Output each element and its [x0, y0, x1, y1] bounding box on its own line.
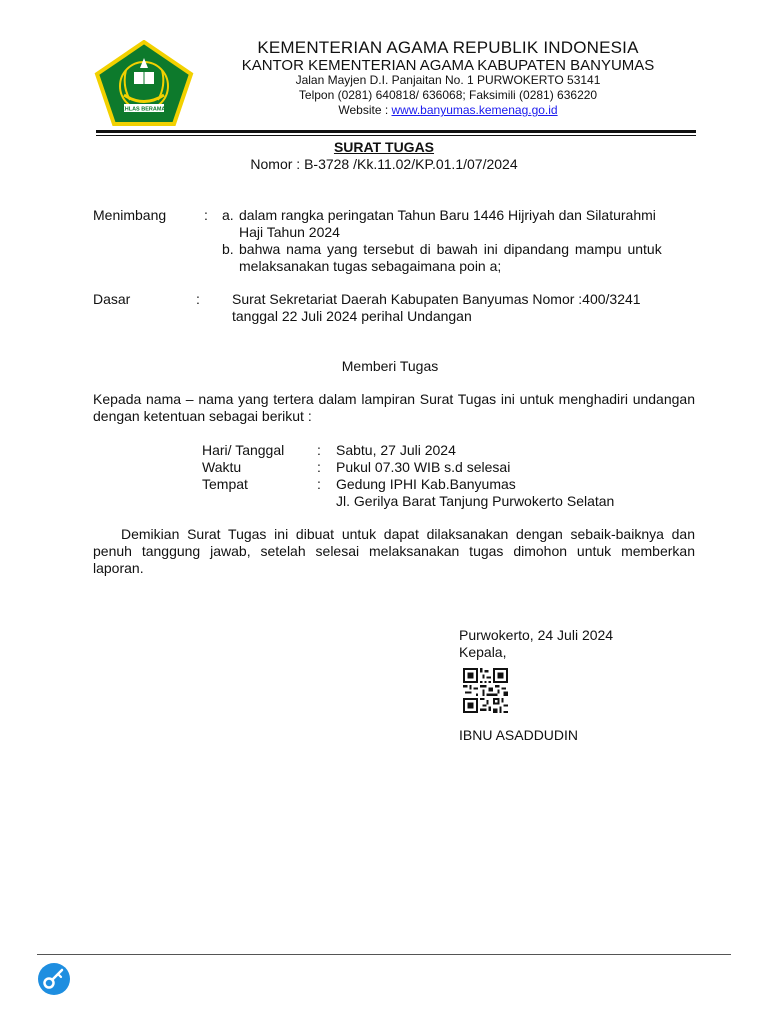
- time-colon: :: [317, 459, 321, 475]
- dasar-line1: Surat Sekretariat Daerah Kabupaten Banyumas Nomor :400/3241: [232, 291, 641, 307]
- header-rule-thick: [96, 130, 696, 133]
- menimbang-b-line2: melaksanakan tugas sebagaimana poin a;: [239, 258, 502, 274]
- menimbang-b-line1: [239, 241, 695, 258]
- menimbang-b-marker: b.: [222, 241, 234, 257]
- date-colon: :: [317, 442, 321, 458]
- letter-title: SURAT TUGAS: [333, 139, 435, 155]
- place-value-1: Gedung IPHI Kab.Banyumas: [336, 476, 516, 492]
- menimbang-colon: :: [204, 207, 208, 223]
- signature-position: Kepala,: [459, 644, 507, 660]
- menimbang-a-line2: Haji Tahun 2024: [239, 224, 340, 240]
- intro-paragraph: Kepada nama – nama yang tertera dalam lampiran Surat Tugas ini untuk menghadiri undangan dengan ketentuan sebagai berikut :: [93, 391, 695, 424]
- kemenag-logo: [94, 40, 194, 126]
- signature-place-date: Purwokerto, 24 Juli 2024: [459, 627, 614, 643]
- menimbang-label: Menimbang: [93, 207, 167, 223]
- viewer-badge-icon[interactable]: [37, 962, 71, 996]
- menimbang-a-line1: dalam rangka peringatan Tahun Baru 1446 Hijriyah dan Silaturahmi: [239, 207, 656, 223]
- menimbang-a-marker: a.: [222, 207, 234, 223]
- date-label: Hari/ Tanggal: [202, 442, 285, 458]
- time-value: Pukul 07.30 WIB s.d selesai: [336, 459, 511, 475]
- office-name: KANTOR KEMENTERIAN AGAMA KABUPATEN BANYUMAS: [241, 57, 655, 74]
- website-link[interactable]: www.banyumas.kemenag.go.id: [391, 103, 558, 117]
- ministry-name: KEMENTERIAN AGAMA REPUBLIK INDONESIA: [257, 38, 639, 57]
- office-phone: Telpon (0281) 640818/ 636068; Faksimili (0281) 636220: [298, 88, 598, 102]
- qr-code: [463, 668, 508, 713]
- place-label: Tempat: [202, 476, 248, 492]
- menimbang-b-line1-text: bahwa nama yang tersebut di bawah ini dipandang mampu untuk: [239, 241, 662, 257]
- office-website: [200, 103, 696, 117]
- dasar-line2: tanggal 22 Juli 2024 perihal Undangan: [232, 308, 472, 324]
- logo-motto: IKHLAS BERAMAL: [119, 106, 169, 113]
- office-address: Jalan Mayjen D.I. Panjaitan No. 1 PURWOKERTO 53141: [295, 73, 601, 87]
- dasar-label: Dasar: [93, 291, 131, 307]
- letter-number: Nomor : B-3728 /Kk.11.02/KP.01.1/07/2024: [250, 156, 518, 172]
- memberi-tugas-heading: Memberi Tugas: [341, 358, 439, 374]
- website-label: Website :: [338, 103, 392, 117]
- date-value: Sabtu, 27 Juli 2024: [336, 442, 456, 458]
- footer-divider: [37, 954, 731, 955]
- time-label: Waktu: [202, 459, 242, 475]
- signatory-name: IBNU ASADDUDIN: [459, 727, 579, 743]
- closing-paragraph: Demikian Surat Tugas ini dibuat untuk dapat dilaksanakan dengan sebaik-baiknya dan penuh tanggung jawab, setelah selesai melaksanakan tugas dimohon untuk memberkan laporan.: [93, 526, 695, 576]
- dasar-colon: :: [196, 291, 200, 307]
- place-value-2: Jl. Gerilya Barat Tanjung Purwokerto Selatan: [336, 493, 615, 509]
- place-colon: :: [317, 476, 321, 492]
- header-rule-thin: [96, 135, 696, 136]
